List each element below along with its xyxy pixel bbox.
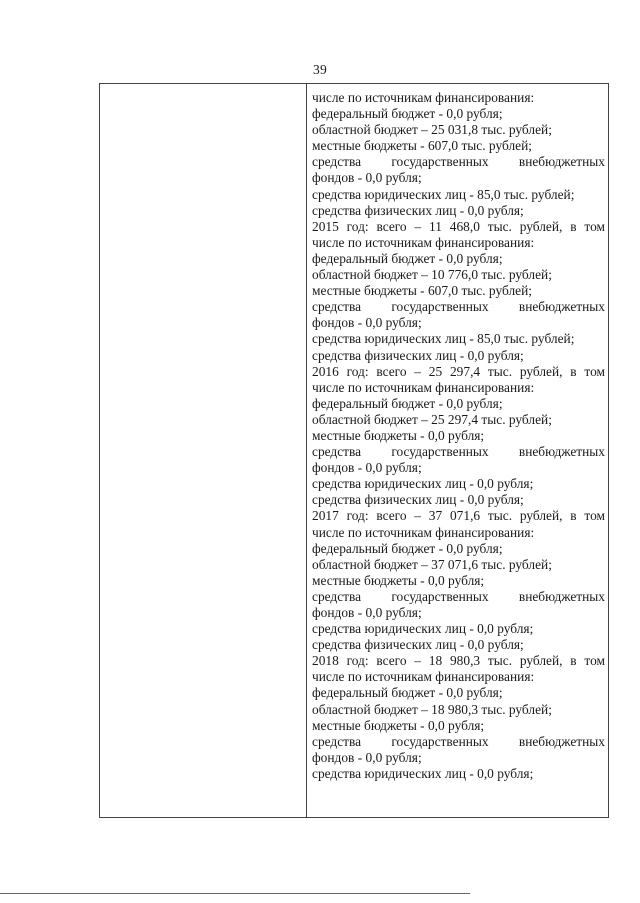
text-line: средства физических лиц - 0,0 рубля;: [312, 637, 524, 653]
text-line: средства юридических лиц - 85,0 тыс. рублей;: [312, 331, 575, 347]
text-line: местные бюджеты - 607,0 тыс. рублей;: [312, 283, 532, 299]
text-line: числе по источникам финансирования:: [312, 234, 535, 250]
text-line: средства юридических лиц - 0,0 рубля;: [312, 621, 534, 637]
text-line: местные бюджеты - 607,0 тыс. рублей;: [312, 138, 532, 154]
text-line: областной бюджет – 25 297,4 тыс. рублей;: [312, 411, 552, 427]
text-line: числе по источникам финансирования:: [312, 669, 535, 685]
text-line: 2017 год: всего – 37 071,6 тыс. рублей, в том: [312, 508, 605, 524]
text-line: средства физических лиц - 0,0 рубля;: [312, 202, 524, 218]
table-left-cell: [100, 84, 307, 817]
text-line: числе по источникам финансирования:: [312, 524, 535, 540]
text-line: федеральный бюджет - 0,0 рубля;: [312, 685, 503, 701]
text-line: федеральный бюджет - 0,0 рубля;: [312, 106, 503, 122]
footer-rule: [0, 893, 470, 894]
text-line: средства физических лиц - 0,0 рубля;: [312, 347, 524, 363]
text-line: средства юридических лиц - 0,0 рубля;: [312, 765, 534, 781]
page-number: 39: [312, 62, 328, 77]
text-line: фондов - 0,0 рубля;: [312, 170, 422, 186]
text-line: числе по источникам финансирования:: [312, 90, 535, 105]
text-line: фондов - 0,0 рубля;: [312, 460, 422, 476]
text-line: 2015 год: всего – 11 468,0 тыс. рублей, в том: [312, 218, 605, 234]
text-line: федеральный бюджет - 0,0 рубля;: [312, 540, 503, 556]
text-line: местные бюджеты - 0,0 рубля;: [312, 717, 485, 733]
text-line: федеральный бюджет - 0,0 рубля;: [312, 250, 503, 266]
text-line: средства юридических лиц - 85,0 тыс. рублей;: [312, 186, 575, 202]
text-line: 2016 год: всего – 25 297,4 тыс. рублей, в том: [312, 363, 605, 379]
text-line: областной бюджет – 25 031,8 тыс. рублей;: [312, 122, 552, 138]
text-line: средства государственных внебюджетных: [312, 154, 605, 170]
table-right-cell: [307, 84, 608, 817]
text-line: 2018 год: всего – 18 980,3 тыс. рублей, в том: [312, 653, 605, 669]
text-line: областной бюджет – 10 776,0 тыс. рублей;: [312, 267, 552, 283]
text-line: числе по источникам финансирования:: [312, 379, 535, 395]
text-line: средства государственных внебюджетных: [312, 733, 605, 749]
text-line: средства государственных внебюджетных: [312, 444, 605, 460]
text-line: местные бюджеты - 0,0 рубля;: [312, 427, 485, 443]
text-line: средства государственных внебюджетных: [312, 588, 605, 604]
text-line: федеральный бюджет - 0,0 рубля;: [312, 395, 503, 411]
text-line: областной бюджет – 37 071,6 тыс. рублей;: [312, 556, 552, 572]
text-line: средства физических лиц - 0,0 рубля;: [312, 492, 524, 508]
text-line: областной бюджет – 18 980,3 тыс. рублей;: [312, 701, 552, 717]
text-line: средства государственных внебюджетных: [312, 299, 605, 315]
text-line: фондов - 0,0 рубля;: [312, 315, 422, 331]
text-line: фондов - 0,0 рубля;: [312, 605, 422, 620]
text-line: местные бюджеты - 0,0 рубля;: [312, 572, 485, 588]
text-line: средства юридических лиц - 0,0 рубля;: [312, 476, 534, 492]
text-line: фондов - 0,0 рубля;: [312, 749, 422, 765]
funding-table: [99, 83, 609, 818]
